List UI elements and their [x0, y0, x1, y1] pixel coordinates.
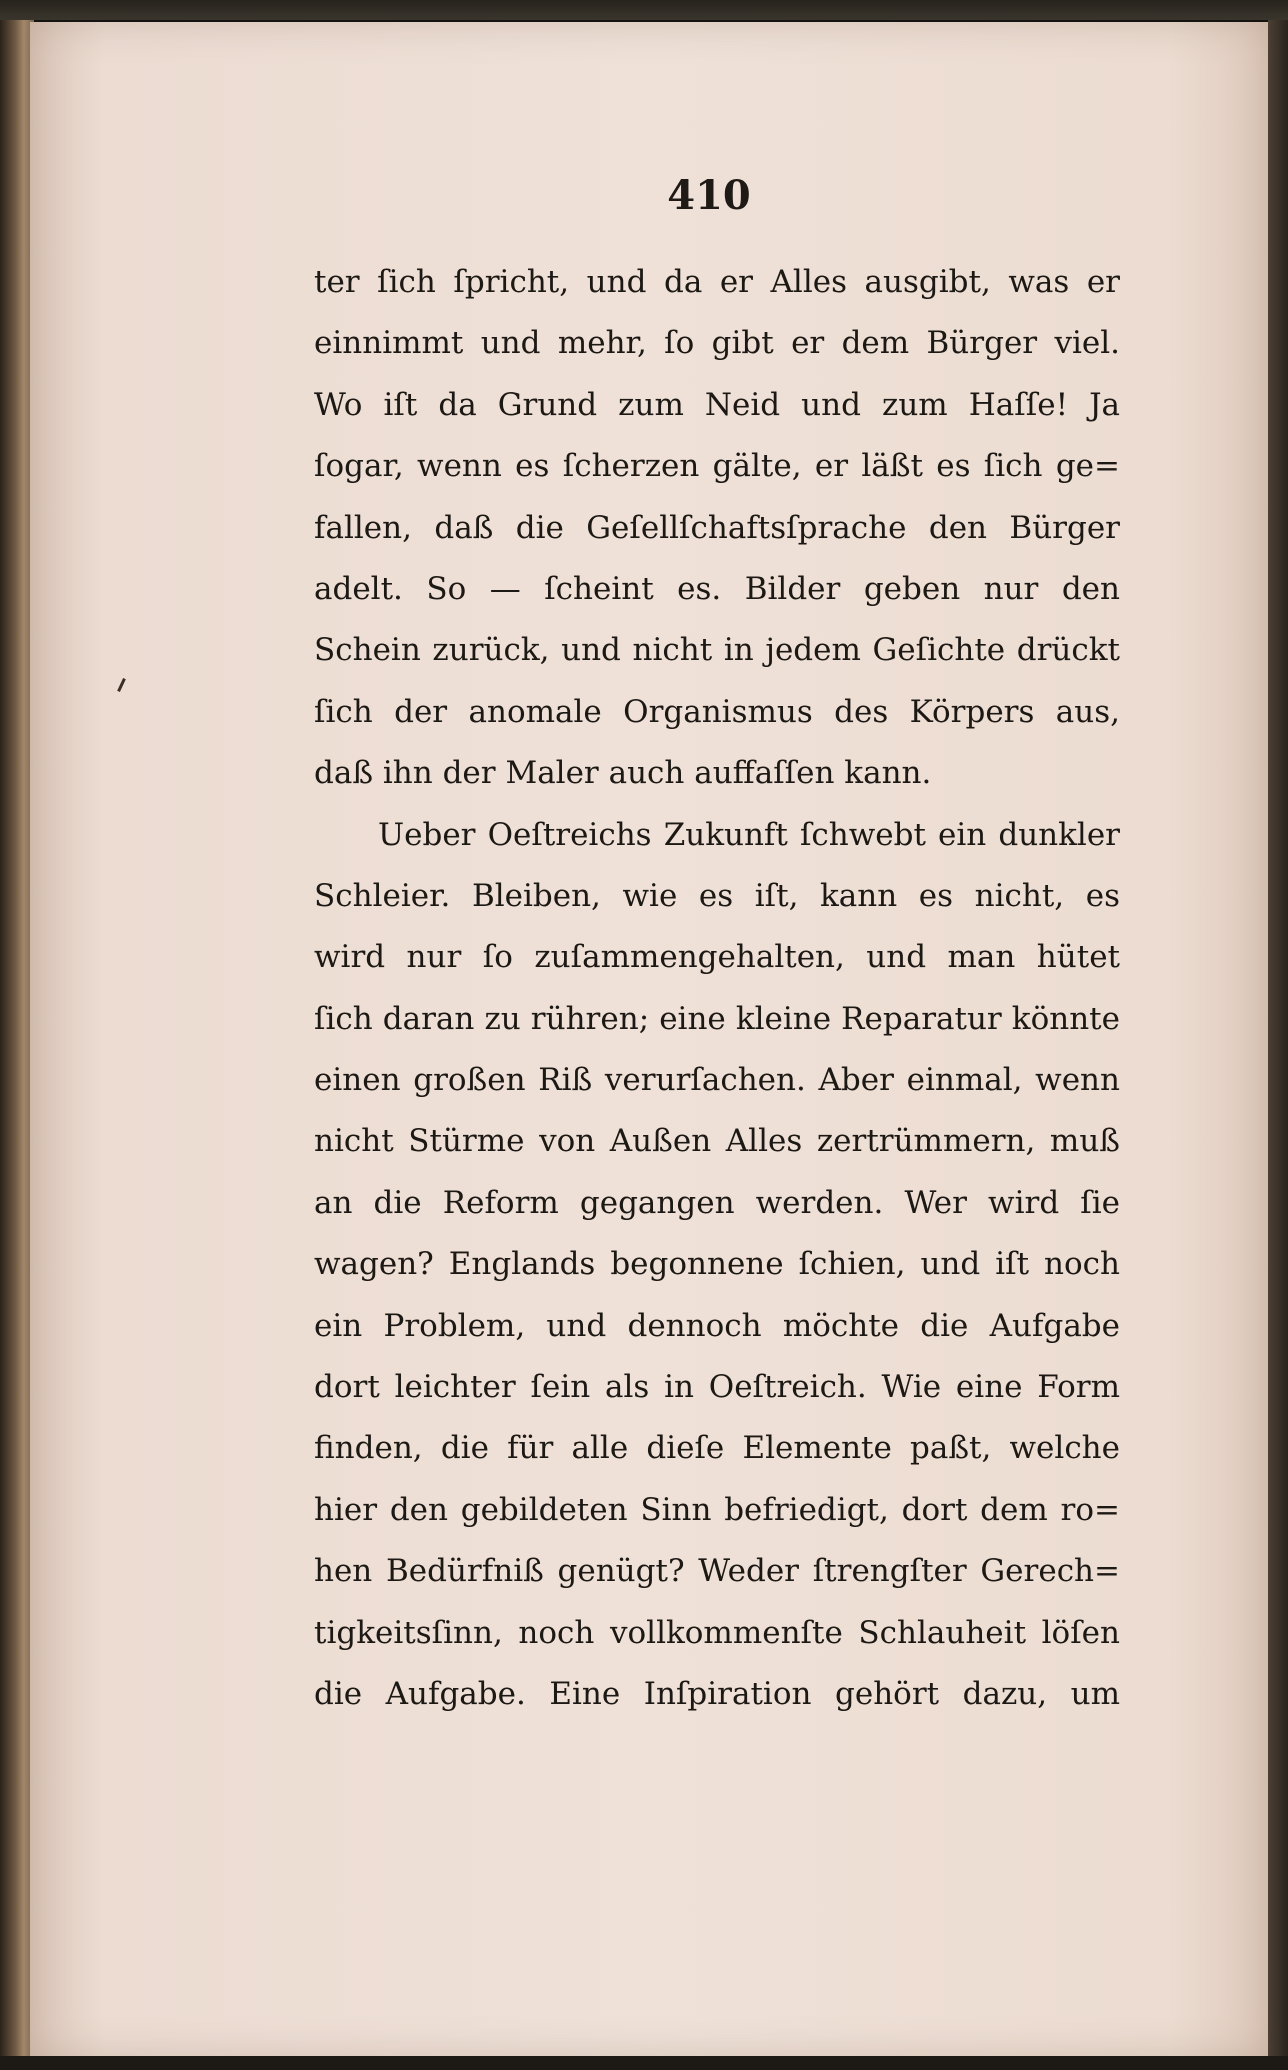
text-line: wagen? Englands begonnene ſchien, und iſt noch [314, 1246, 1120, 1283]
text-line: hen Bedürfniß genügt? Weder ſtrengſter Gerech= [314, 1553, 1120, 1590]
text-line: ſogar, wenn es ſcherzen gälte, er läßt es ſich ge= [314, 448, 1120, 485]
text-line: daß ihn der Maler auch auffaſſen kann. [314, 755, 932, 792]
book-right-edge [1268, 20, 1288, 2060]
text-line: einen großen Riß verurſachen. Aber einmal, wenn [314, 1062, 1120, 1099]
text-line: nicht Stürme von Außen Alles zertrümmern, muß [314, 1123, 1120, 1160]
text-line: ein Problem, und dennoch möchte die Aufgabe [314, 1307, 1120, 1344]
text-line: dort leichter ſein als in Oeſtreich. Wie eine Form [314, 1369, 1120, 1406]
text-line: wird nur ſo zuſammengehalten, und man hütet [314, 939, 1120, 976]
text-line: an die Reform gegangen werden. Wer wird ſie [314, 1184, 1120, 1221]
text-line: Ueber Oeſtreichs Zukunft ſchwebt ein dunkler [378, 816, 1120, 853]
book-top-edge [0, 0, 1288, 20]
text-line: Wo iſt da Grund zum Neid und zum Haſſe! Ja [314, 386, 1120, 423]
book-bottom-edge [0, 2056, 1288, 2070]
text-line: hier den gebildeten Sinn befriedigt, dort dem ro= [314, 1491, 1120, 1528]
body-text [314, 252, 1120, 1725]
text-line: die Aufgabe. Eine Inſpiration gehört dazu, um [314, 1675, 1120, 1712]
text-line: finden, die für alle dieſe Elemente paßt, welche [314, 1430, 1120, 1467]
text-line: adelt. So — ſcheint es. Bilder geben nur den [314, 570, 1120, 607]
text-line: ſich daran zu rühren; eine kleine Reparatur könnte [314, 1000, 1120, 1037]
text-line: Schein zurück, und nicht in jedem Geſichte drückt [314, 632, 1120, 669]
text-line: Schleier. Bleiben, wie es iſt, kann es nicht, es [314, 877, 1120, 914]
text-line: einnimmt und mehr, ſo gibt er dem Bürger viel. [314, 325, 1120, 362]
text-line: ſich der anomale Organismus des Körpers aus, [314, 693, 1120, 730]
book-cover-edge [0, 20, 34, 2060]
text-line: tigkeitsſinn, noch vollkommenſte Schlauheit löſen [314, 1614, 1120, 1651]
page-number: 410 [667, 172, 751, 219]
text-line: fallen, daß die Geſellſchaftsſprache den Bürger [314, 509, 1120, 546]
text-line: ter ſich ſpricht, und da er Alles ausgibt, was er [314, 264, 1120, 300]
